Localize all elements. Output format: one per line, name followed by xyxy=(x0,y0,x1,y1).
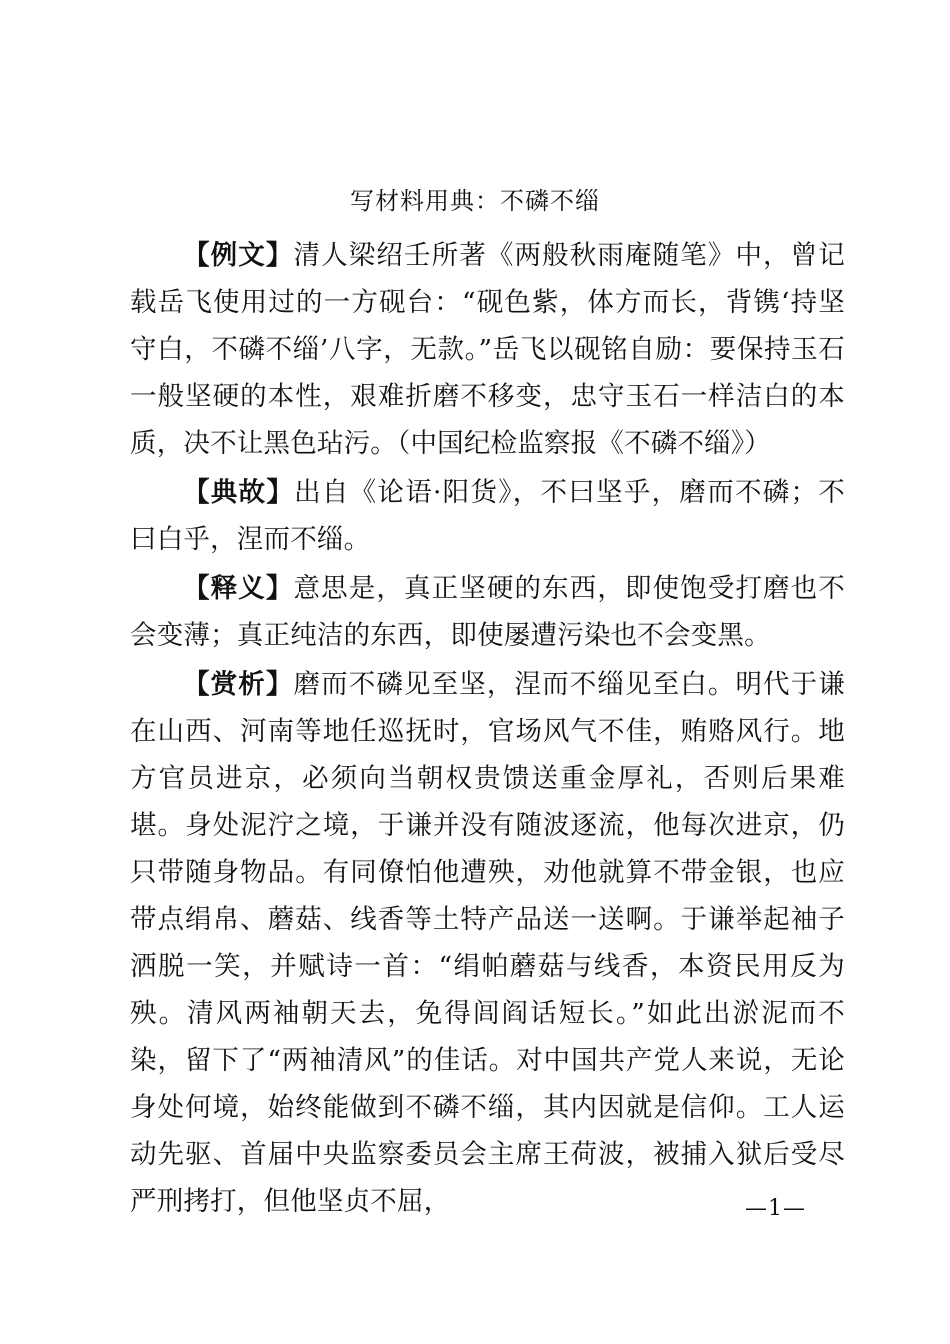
section-text-interpretation: 意思是，真正坚硬的东西，即使饱受打磨也不会变薄；真正纯洁的东西，即使屡遭污染也不会变黑。 xyxy=(130,573,846,651)
paragraph-appreciation xyxy=(130,661,845,1225)
section-text-example: 清人梁绍壬所著《两般秋雨庵随笔》中，曾记载岳飞使用过的一方砚台：“砚色紫，体方而长，背镌‘持坚守白，不磷不缁’八字，无款。”岳飞以砚铭自励：要保持玉石一般坚硬的本性，艰难折磨不移变，忠守玉石一样洁白的本质，决不让黑色玷污。（中国纪检监察报《不磷不缁》） xyxy=(130,240,846,459)
page-number: —1— xyxy=(745,1196,806,1221)
section-text-appreciation: 磨而不磷见至坚，涅而不缁见至白。明代于谦在山西、河南等地任巡抚时，官场风气不佳，贿赂风行。地方官员进京，必须向当朝权贵馈送重金厚礼，否则后果难堪。身处泥泞之境，于谦并没有随波逐流，他每次进京，仍只带随身物品。有同僚怕他遭殃，劝他就算不带金银，也应带点绢帛、蘑菇、线香等土特产品送一送啊。于谦举起袖子洒脱一笑，并赋诗一首：“绢帕蘑菇与线香，本资民用反为殃。清风两袖朝天去，免得闾阎话短长。”如此出淤泥而不染，留下了“两袖清风”的佳话。对中国共产党人来说，无论身处何境，始终能做到不磷不缁，其内因就是信仰。工人运动先驱、首届中央监察委员会主席王荷波，被捕入狱后受尽严刑拷打，但他坚贞不屈， xyxy=(130,669,846,1217)
section-tag-interpretation: 【释义】 xyxy=(183,573,294,604)
section-text-allusion: 出自《论语·阳货》，不曰坚乎，磨而不磷；不曰白乎，涅而不缁。 xyxy=(130,477,845,555)
section-tag-allusion: 【典故】 xyxy=(183,477,295,508)
paragraph-interpretation xyxy=(130,565,845,659)
document-body xyxy=(130,232,845,1227)
document-title: 写材料用典：不磷不缁 xyxy=(350,187,600,215)
section-tag-example: 【例文】 xyxy=(183,240,294,271)
section-tag-appreciation: 【赏析】 xyxy=(183,669,294,700)
paragraph-allusion xyxy=(130,469,845,563)
paragraph-example xyxy=(130,232,845,467)
